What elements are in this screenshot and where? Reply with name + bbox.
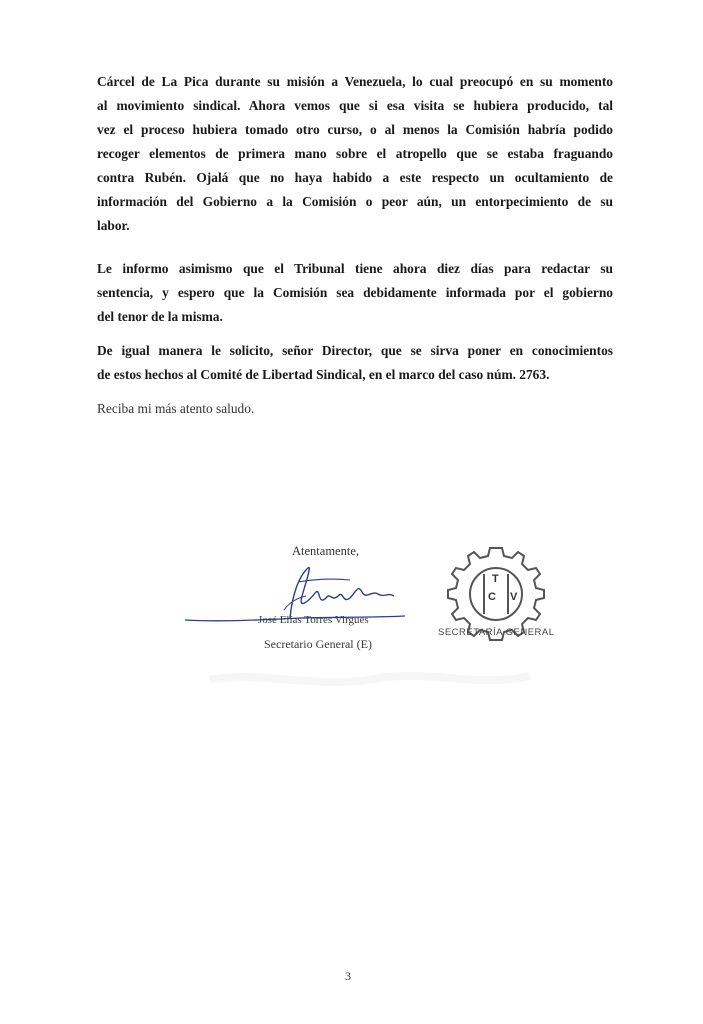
- paragraph-line: vez el proceso hubiera tomado otro curso, o al menos la Comisión habría podido: [97, 122, 613, 137]
- paragraph-line: del tenor de la misma.: [97, 309, 223, 324]
- stamp-letter: V: [510, 591, 518, 603]
- paragraph-line: labor.: [97, 218, 130, 233]
- paragraph-line: al movimiento sindical. Ahora vemos que si esa visita se hubiera producido, tal: [97, 98, 613, 113]
- paragraph-line: De igual manera le solicito, señor Director, que se sirva poner en conocimientos: [97, 343, 613, 358]
- signatory-name: José Elías Torres Virgues: [258, 614, 369, 626]
- paragraph-line: Cárcel de La Pica durante su misión a Venezuela, lo cual preocupó en su momento: [97, 74, 613, 89]
- stamp-label: SECRETARÍA GENERAL: [438, 627, 555, 638]
- page-number: 3: [345, 969, 351, 983]
- signatory-title: Secretario General (E): [264, 637, 372, 651]
- stamp-letter: C: [488, 591, 496, 603]
- paragraph-line: contra Rubén. Ojalá que no haya habido a este respecto un ocultamiento de: [97, 170, 613, 185]
- paragraph-line: Reciba mi más atento saludo.: [97, 401, 255, 416]
- paragraph-line: sentencia, y espero que la Comisión sea debidamente informada por el gobierno: [97, 285, 613, 300]
- stamp-letter: T: [492, 573, 499, 585]
- scan-smudge: [200, 660, 540, 700]
- paragraph-line: información del Gobierno a la Comisión o peor aún, un entorpecimiento de su: [97, 194, 613, 209]
- paragraph-line: Le informo asimismo que el Tribunal tiene ahora diez días para redactar su: [97, 261, 613, 276]
- paragraph-line: de estos hechos al Comité de Libertad Sindical, en el marco del caso núm. 2763.: [97, 367, 550, 382]
- paragraph-line: recoger elementos de primera mano sobre el atropello que se estaba fraguando: [97, 146, 613, 161]
- closing-salutation: Atentamente,: [292, 544, 359, 558]
